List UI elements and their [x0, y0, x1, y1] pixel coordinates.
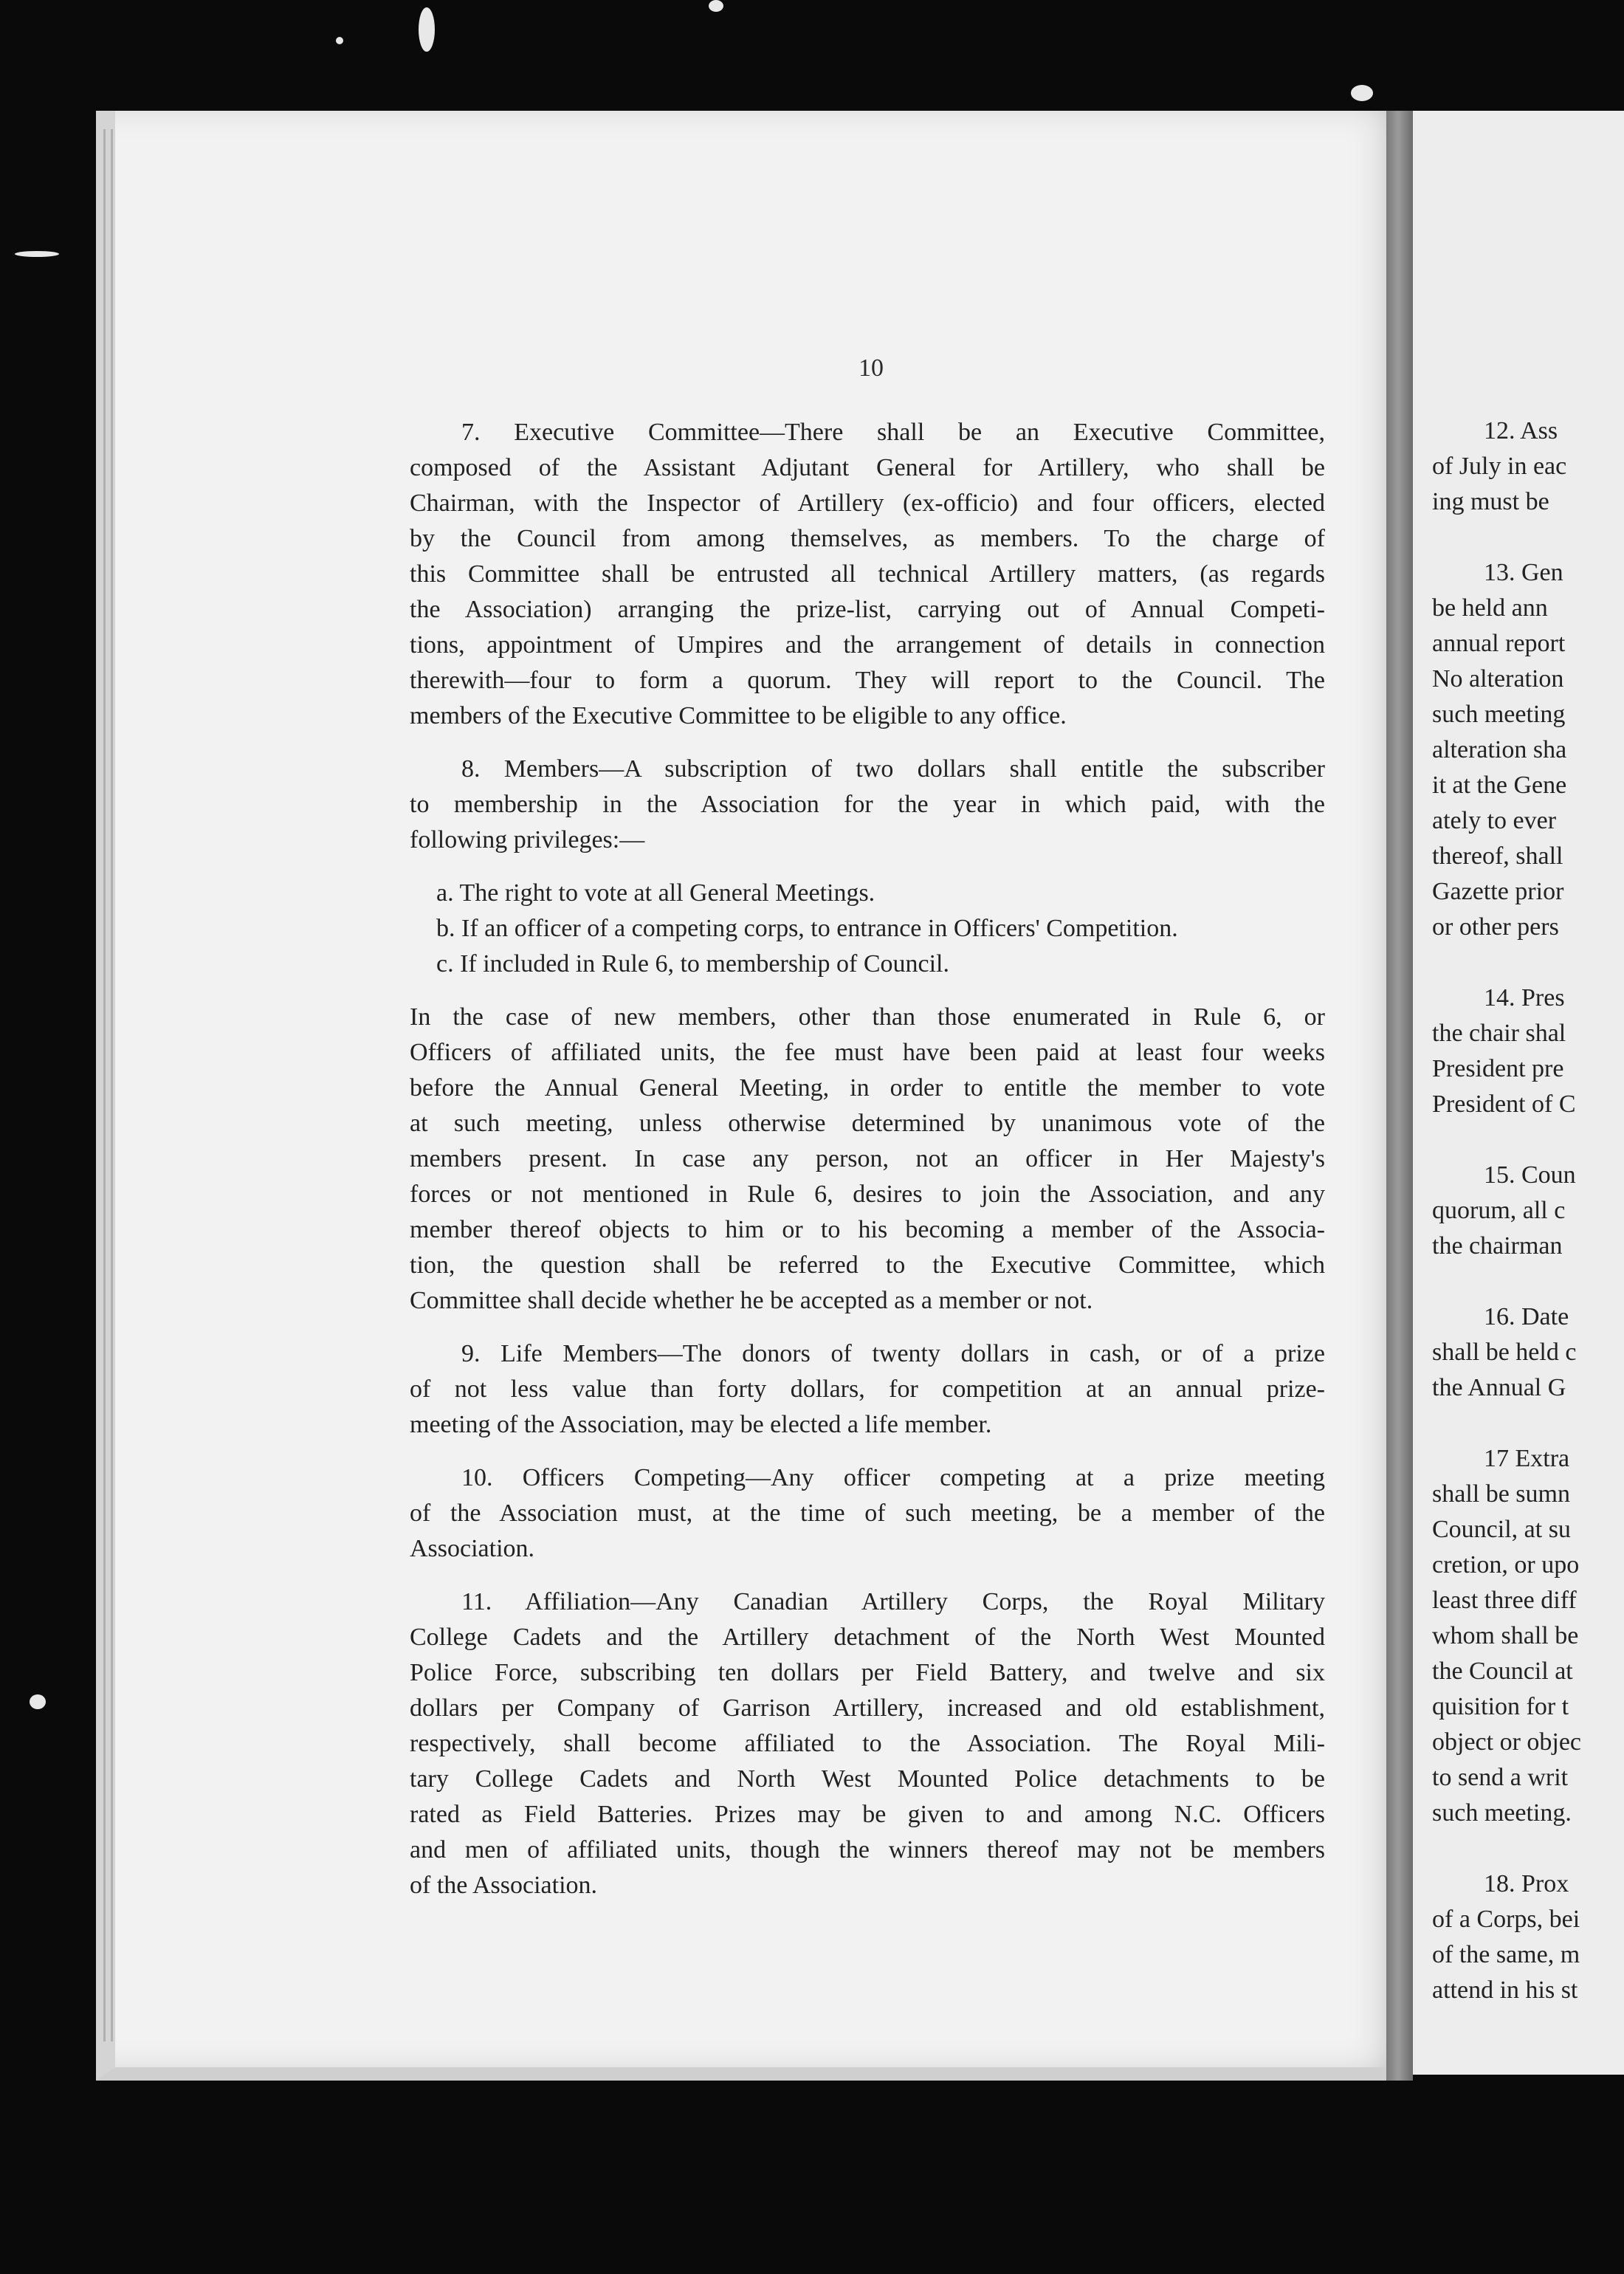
text-line — [1432, 1264, 1624, 1299]
text-line: 18. Prox — [1484, 1870, 1569, 1897]
left-page-text — [410, 415, 1325, 1903]
text-line: the Council at — [1432, 1658, 1573, 1685]
text-line: thereof, shall — [1432, 842, 1563, 870]
list-item: c. If included in Rule 6, to membership of Council. — [436, 950, 949, 978]
book-gutter — [1386, 111, 1413, 2081]
text-line: annual report — [1432, 630, 1566, 657]
speck — [30, 1694, 46, 1709]
text-line: of July in eac — [1432, 453, 1567, 480]
right-page — [1413, 111, 1624, 2075]
text-line: be held ann — [1432, 594, 1548, 622]
text-line: President pre — [1432, 1055, 1564, 1082]
text-line: quisition for t — [1432, 1693, 1569, 1720]
text-line: College Cadets and the Artillery detachment of the North West Mounted — [410, 1624, 1325, 1651]
text-line: the chair shal — [1432, 1020, 1566, 1047]
text-line — [1432, 1831, 1624, 1866]
text-line: of not less value than forty dollars, for competition at an annual prize- — [410, 1375, 1325, 1403]
text-line: forces or not mentioned in Rule 6, desires to join the Association, and any — [410, 1181, 1325, 1208]
text-line: tion, the question shall be referred to the Executive Committee, which — [410, 1251, 1325, 1279]
text-line: of the Association must, at the time of such meeting, be a member of the — [410, 1500, 1325, 1527]
text-line: object or objec — [1432, 1728, 1582, 1756]
text-line: No alteration — [1432, 665, 1564, 693]
text-line: meeting of the Association, may be elected a life member. — [410, 1411, 992, 1438]
text-line: composed of the Assistant Adjutant General for Artillery, who shall be — [410, 454, 1325, 481]
text-line — [1432, 1406, 1624, 1441]
text-line: President of C — [1432, 1090, 1576, 1118]
text-line: Chairman, with the Inspector of Artillery (ex-officio) and four officers, elected — [410, 490, 1325, 517]
section-6 — [410, 1460, 1325, 1567]
text-line: at such meeting, unless otherwise determined by unanimous vote of the — [410, 1110, 1325, 1137]
page-edge — [103, 129, 106, 2041]
speck — [15, 251, 59, 257]
text-line: such meeting. — [1432, 1799, 1572, 1827]
text-line: 9. Life Members—The donors of twenty dollars in cash, or of a prize — [461, 1340, 1325, 1367]
page-number: 10 — [859, 354, 884, 382]
speck — [1351, 85, 1373, 101]
text-line: member thereof objects to him or to his becoming a member of the Associa- — [410, 1216, 1325, 1243]
text-line: respectively, shall become affiliated to the Association. The Royal Mili- — [410, 1730, 1325, 1757]
text-line: 14. Pres — [1484, 984, 1565, 1011]
speck — [336, 37, 343, 44]
speck — [419, 7, 435, 52]
section-7 — [410, 1584, 1325, 1903]
text-line: therewith—four to form a quorum. They will report to the Council. The — [410, 667, 1325, 694]
text-line — [1432, 520, 1624, 555]
text-line: ately to ever — [1432, 807, 1557, 834]
text-line: this Committee shall be entrusted all technical Artillery matters, (as regards — [410, 560, 1325, 588]
text-line: tary College Cadets and North West Mounted Police detachments to be — [410, 1765, 1325, 1793]
text-line: following privileges:— — [410, 826, 645, 853]
section-1 — [410, 415, 1325, 734]
text-line: and men of affiliated units, though the winners thereof may not be members — [410, 1836, 1325, 1863]
text-line: In the case of new members, other than those enumerated in Rule 6, or — [410, 1003, 1325, 1031]
text-line: shall be held c — [1432, 1339, 1577, 1366]
text-line: to membership in the Association for the year in which paid, with the — [410, 791, 1325, 818]
text-line: dollars per Company of Garrison Artillery, increased and old establishment, — [410, 1694, 1325, 1722]
text-line: whom shall be — [1432, 1622, 1579, 1649]
text-line: 13. Gen — [1484, 559, 1563, 586]
text-line: members present. In case any person, not an officer in Her Majesty's — [410, 1145, 1325, 1172]
text-line: 16. Date — [1484, 1303, 1569, 1330]
text-line: attend in his st — [1432, 1976, 1578, 2004]
text-line: Association. — [410, 1535, 535, 1562]
text-line: Officers of affiliated units, the fee must have been paid at least four weeks — [410, 1039, 1325, 1066]
section-4 — [410, 1000, 1325, 1319]
text-line: 15. Coun — [1484, 1161, 1576, 1189]
text-line: 17 Extra — [1484, 1445, 1570, 1472]
speck — [709, 0, 723, 12]
text-line: Committee shall decide whether he be accepted as a member or not. — [410, 1287, 1093, 1314]
text-line: shall be sumn — [1432, 1480, 1570, 1508]
text-line: 12. Ass — [1484, 417, 1558, 444]
text-line: ing must be — [1432, 488, 1549, 515]
right-page-text — [1432, 413, 1624, 2008]
text-line: least three diff — [1432, 1587, 1577, 1614]
text-line: Gazette prior — [1432, 878, 1564, 905]
text-line: it at the Gene — [1432, 772, 1567, 799]
text-line: such meeting — [1432, 701, 1566, 728]
text-line: of the Association. — [410, 1872, 598, 1899]
text-line: the chairman — [1432, 1232, 1563, 1260]
page-edge — [111, 129, 113, 2041]
text-line: Police Force, subscribing ten dollars per Field Battery, and twelve and six — [410, 1659, 1325, 1686]
text-line: Council, at su — [1432, 1516, 1571, 1543]
list-item: a. The right to vote at all General Meetings. — [436, 879, 875, 907]
list-item: b. If an officer of a competing corps, to entrance in Officers' Competition. — [436, 915, 1178, 942]
text-line: the Annual G — [1432, 1374, 1566, 1401]
text-line: rated as Field Batteries. Prizes may be given to and among N.C. Officers — [410, 1801, 1325, 1828]
text-line: cretion, or upo — [1432, 1551, 1580, 1579]
section-5 — [410, 1336, 1325, 1443]
section-2 — [410, 752, 1325, 858]
text-line: quorum, all c — [1432, 1197, 1566, 1224]
text-line: or other pers — [1432, 913, 1559, 941]
text-line: of the same, m — [1432, 1941, 1580, 1968]
section-3 — [410, 876, 1325, 982]
text-line — [1432, 945, 1624, 980]
text-line — [1432, 1122, 1624, 1158]
text-line: by the Council from among themselves, as members. To the charge of — [410, 525, 1325, 552]
text-line: 11. Affiliation—Any Canadian Artillery Corps, the Royal Military — [461, 1588, 1325, 1615]
text-line: members of the Executive Committee to be eligible to any office. — [410, 702, 1067, 729]
text-line: alteration sha — [1432, 736, 1567, 763]
text-line: the Association) arranging the prize-list, carrying out of Annual Competi- — [410, 596, 1325, 623]
text-line: 8. Members—A subscription of two dollars shall entitle the subscriber — [461, 755, 1325, 783]
text-line: before the Annual General Meeting, in order to entitle the member to vote — [410, 1074, 1325, 1102]
text-line: to send a writ — [1432, 1764, 1569, 1791]
text-line: of a Corps, bei — [1432, 1906, 1580, 1933]
text-line: 7. Executive Committee—There shall be an Executive Committee, — [461, 419, 1325, 446]
text-line: 10. Officers Competing—Any officer competing at a prize meeting — [461, 1464, 1325, 1491]
text-line: tions, appointment of Umpires and the arrangement of details in connection — [410, 631, 1325, 659]
